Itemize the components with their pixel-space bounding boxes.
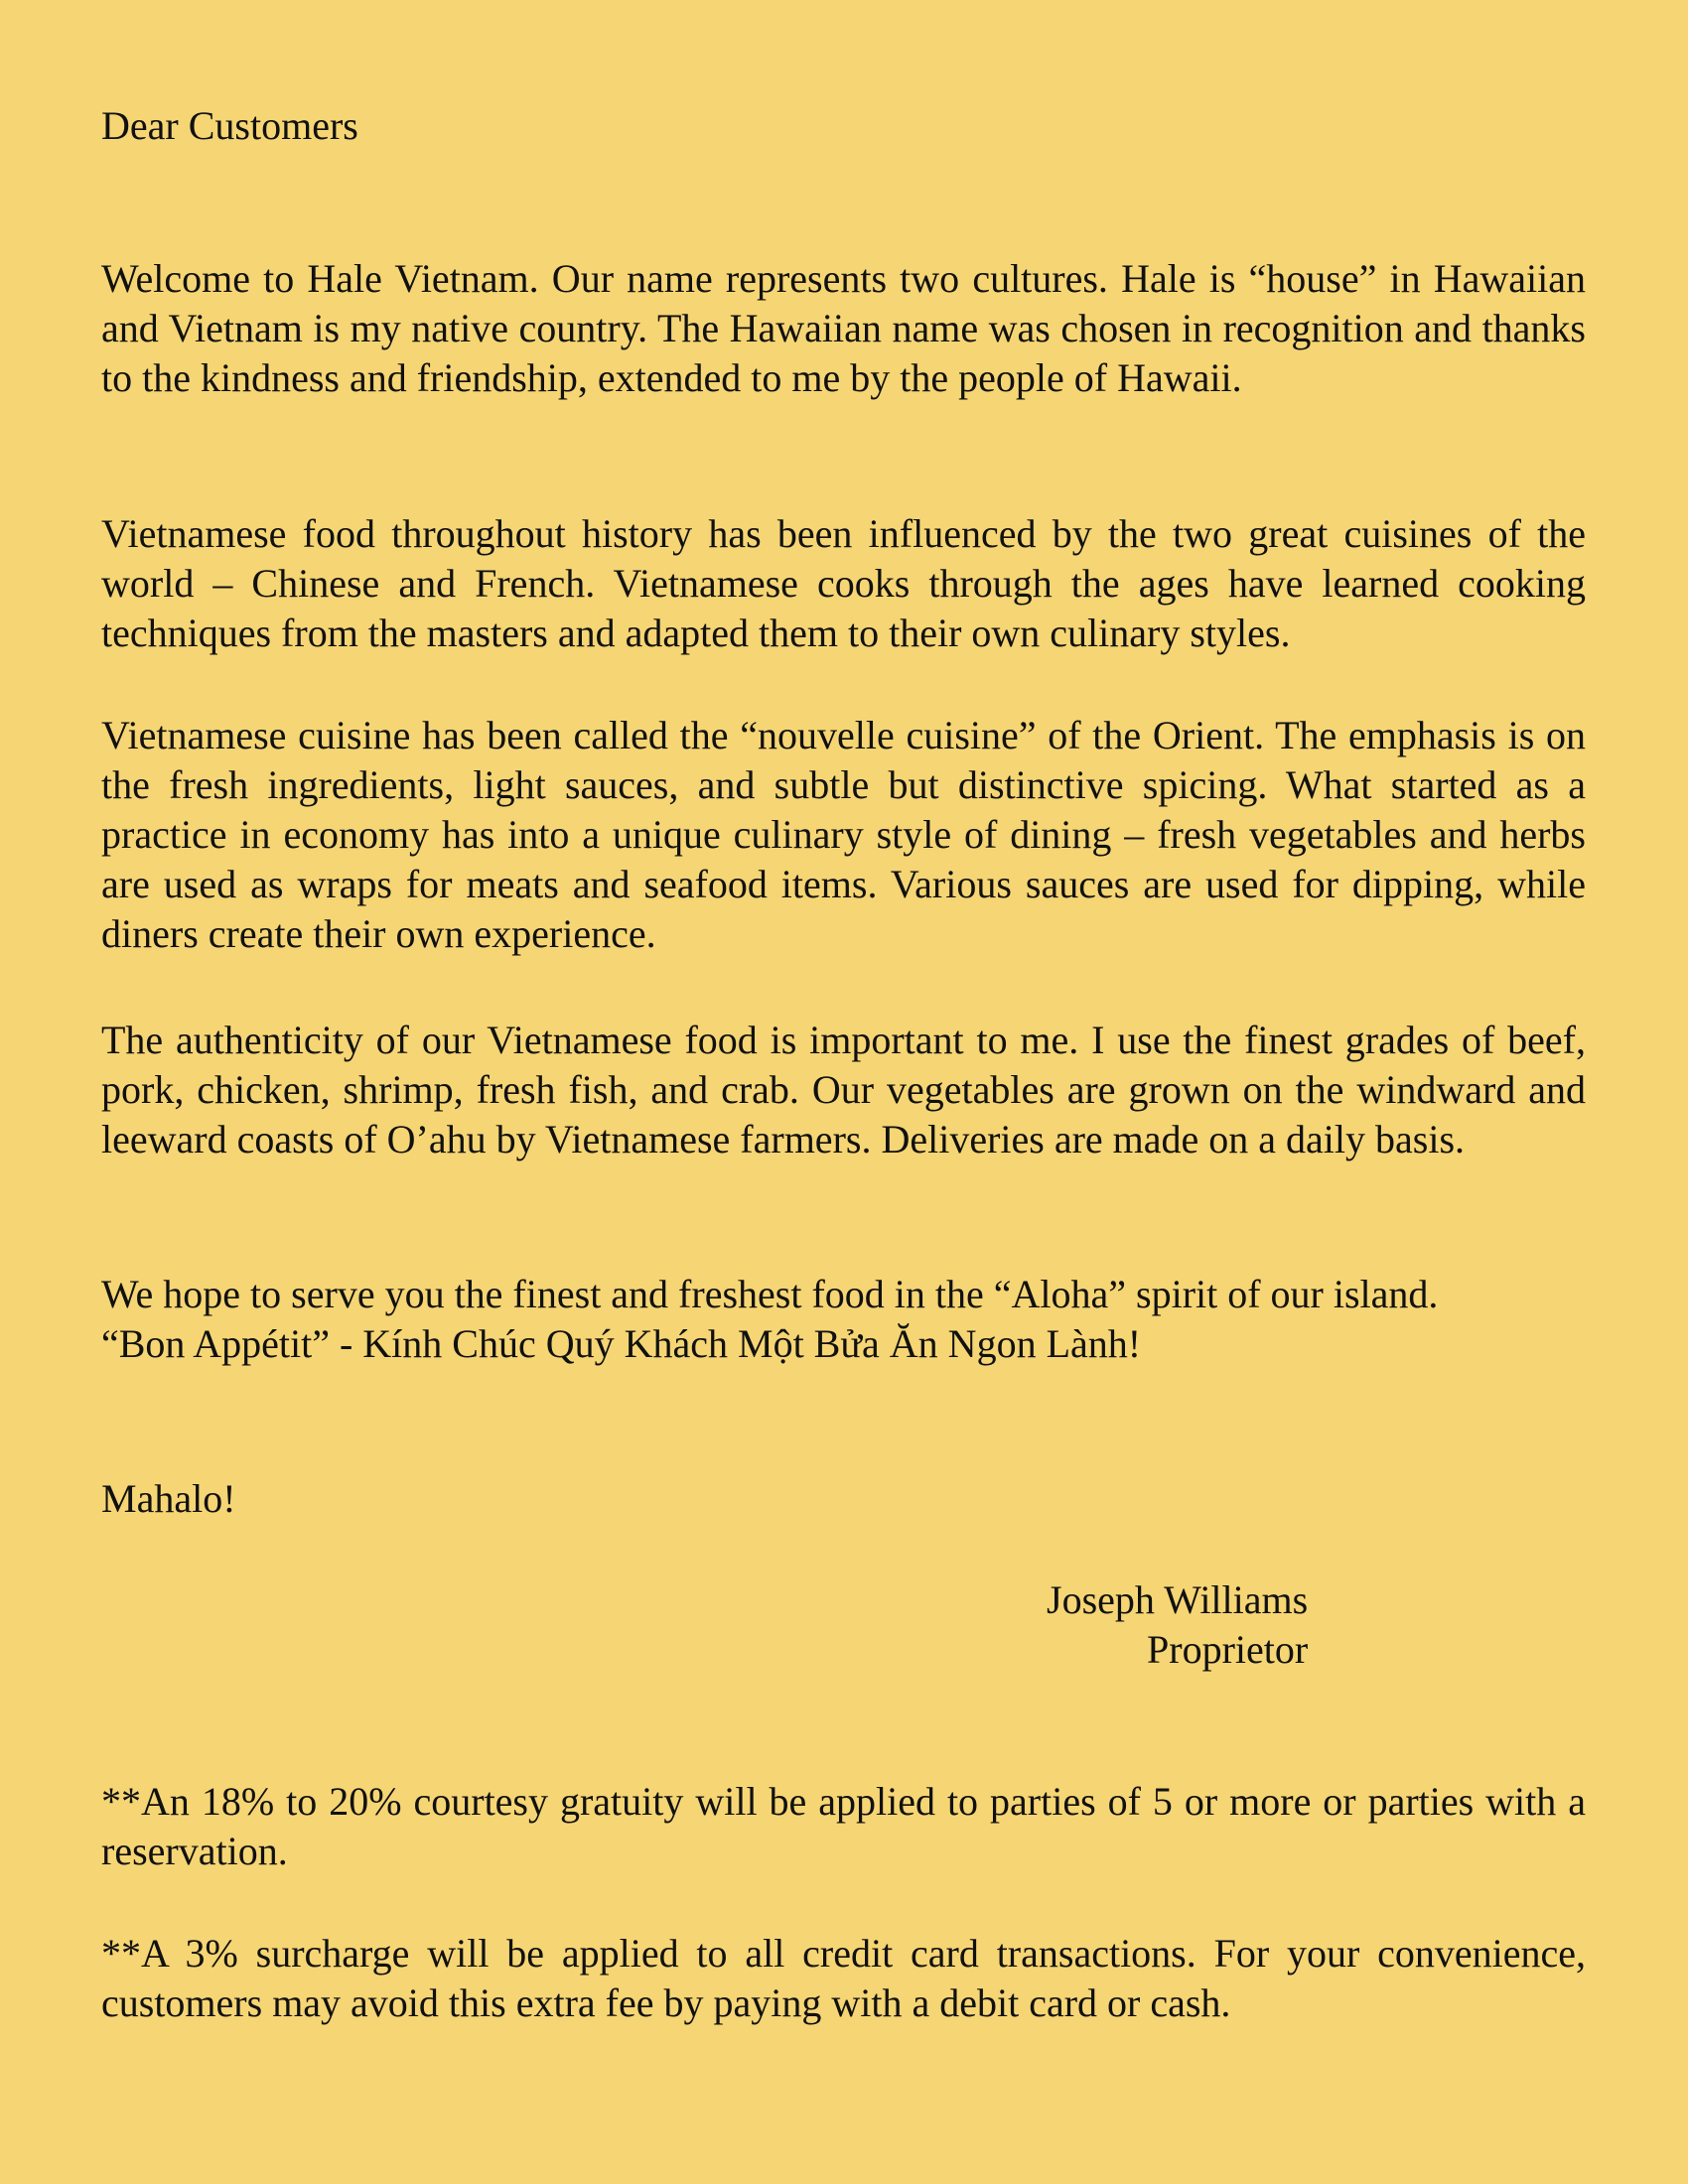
paragraph-welcome: Welcome to Hale Vietnam. Our name represents two cultures. Hale is “house” in Hawaiian and Vietnam is my native country. The Hawaiian name was chosen in recognition and thanks to the kindness and friendship, extended to me by the people of Hawaii. bbox=[101, 256, 1586, 400]
signer-name: Joseph Williams bbox=[1047, 1577, 1309, 1622]
bon-appetit-line: “Bon Appétit” - Kính Chúc Quý Khách Một Bửa Ăn Ngon Lành! bbox=[101, 1321, 1142, 1366]
aloha-line: We hope to serve you the finest and freshest food in the “Aloha” spirit of our island. bbox=[101, 1272, 1439, 1316]
surcharge-notice: **A 3% surcharge will be applied to all credit card transactions. For your convenience, customers may avoid this extra fee by paying with a debit card or cash. bbox=[101, 1931, 1586, 2025]
letter-greeting: Dear Customers bbox=[101, 103, 358, 148]
gratuity-notice: **An 18% to 20% courtesy gratuity will be applied to parties of 5 or more or parties with a reservation. bbox=[101, 1779, 1586, 1873]
paragraph-aloha bbox=[101, 1270, 1586, 1369]
signer-title: Proprietor bbox=[1147, 1627, 1309, 1672]
paragraph-history: Vietnamese food throughout history has been influenced by the two great cuisines of the world – Chinese and French. Vietnamese cooks through the ages have learned cooking techniques from the masters and adapted them to their own culinary styles. bbox=[101, 511, 1586, 655]
paragraph-cuisine: Vietnamese cuisine has been called the “nouvelle cuisine” of the Orient. The emphasis is on the fresh ingredients, light sauces, and subtle but distinctive spicing. What started as a practice in economy has into a unique culinary style of dining – fresh vegetables and herbs are used as wraps for meats and seafood items. Various sauces are used for dipping, while diners create their own experience. bbox=[101, 713, 1586, 956]
letter-closing: Mahalo! bbox=[101, 1476, 236, 1521]
paragraph-authenticity: The authenticity of our Vietnamese food is important to me. I use the finest grades of beef, pork, chicken, shrimp, fresh fish, and crab. Our vegetables are grown on the windward and leeward coasts of O’ahu by Vietnamese farmers. Deliveries are made on a daily basis. bbox=[101, 1018, 1586, 1161]
